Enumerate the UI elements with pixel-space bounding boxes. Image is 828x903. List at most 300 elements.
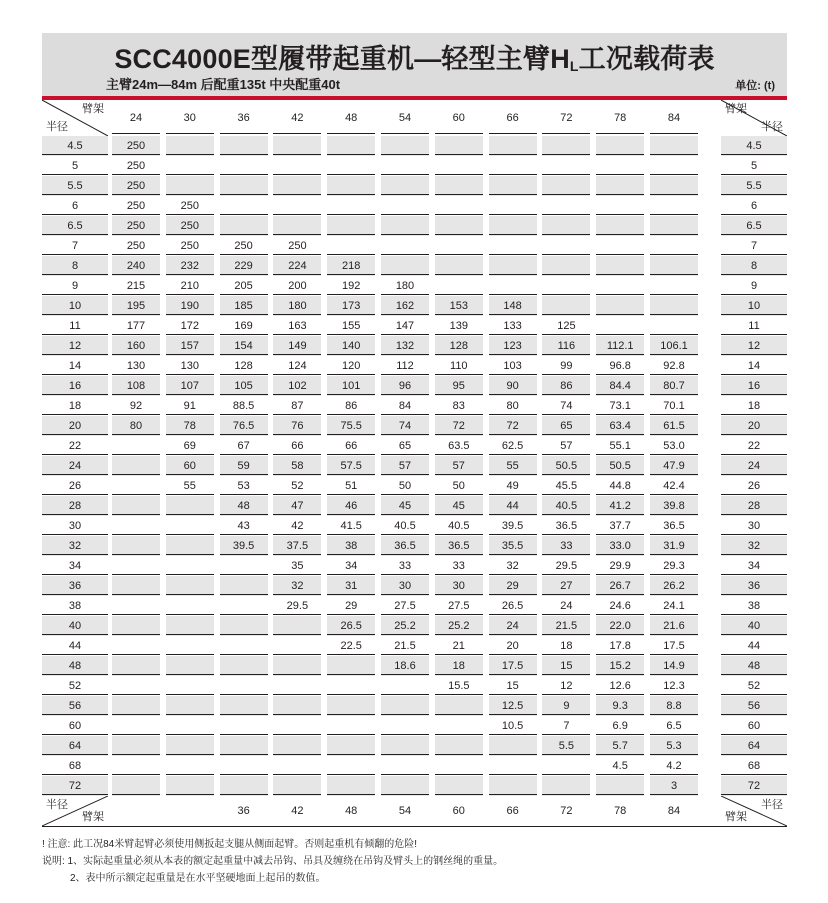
load-value-cell: 250 bbox=[112, 196, 160, 216]
load-value-cell: 25.2 bbox=[435, 616, 483, 636]
load-value-cell bbox=[166, 756, 214, 776]
load-value-cell: 229 bbox=[220, 256, 268, 276]
load-value-cell bbox=[542, 176, 590, 196]
radius-cell: 28 bbox=[721, 496, 787, 516]
load-value-cell: 33.0 bbox=[596, 536, 644, 556]
load-value-cell bbox=[273, 176, 321, 196]
load-value-cell bbox=[489, 196, 537, 216]
load-value-cell: 22.0 bbox=[596, 616, 644, 636]
load-value-cell: 27.5 bbox=[435, 596, 483, 616]
load-value-cell: 24.1 bbox=[650, 596, 698, 616]
load-value-cell bbox=[596, 296, 644, 316]
load-value-cell: 18 bbox=[542, 636, 590, 656]
load-value-cell bbox=[112, 676, 160, 696]
load-value-cell bbox=[650, 276, 698, 296]
load-value-cell: 95 bbox=[435, 376, 483, 396]
title-subscript: L bbox=[569, 58, 579, 74]
radius-cell: 34 bbox=[42, 556, 108, 576]
radius-cell: 8 bbox=[721, 256, 787, 276]
load-value-cell: 190 bbox=[166, 296, 214, 316]
load-value-cell: 224 bbox=[273, 256, 321, 276]
page-title bbox=[42, 37, 787, 76]
load-value-cell bbox=[327, 216, 375, 236]
radius-cell: 12 bbox=[721, 336, 787, 356]
boom-length-header: 78 bbox=[596, 100, 644, 136]
load-value-cell: 57 bbox=[381, 456, 429, 476]
load-value-cell bbox=[489, 276, 537, 296]
boom-length-footer: 36 bbox=[237, 805, 250, 817]
load-value-cell bbox=[327, 176, 375, 196]
corner-top-label: 半径 bbox=[46, 799, 68, 811]
radius-cell: 32 bbox=[42, 536, 108, 556]
load-value-cell: 65 bbox=[381, 436, 429, 456]
load-value-cell bbox=[381, 216, 429, 236]
load-chart-table bbox=[42, 100, 787, 827]
load-value-cell bbox=[166, 516, 214, 536]
boom-length-header: 54 bbox=[381, 100, 429, 136]
load-value-cell: 29.5 bbox=[542, 556, 590, 576]
load-value-cell: 106.1 bbox=[650, 336, 698, 356]
boom-length-footer: 78 bbox=[614, 805, 627, 817]
load-value-cell: 48 bbox=[220, 496, 268, 516]
load-value-cell bbox=[435, 736, 483, 756]
load-value-cell bbox=[273, 196, 321, 216]
load-value-cell bbox=[273, 616, 321, 636]
load-value-cell bbox=[273, 656, 321, 676]
load-value-cell bbox=[112, 476, 160, 496]
table-row bbox=[42, 316, 787, 336]
load-value-cell: 139 bbox=[435, 316, 483, 336]
load-value-cell: 250 bbox=[112, 216, 160, 236]
load-value-cell: 154 bbox=[220, 336, 268, 356]
load-value-cell: 15 bbox=[542, 656, 590, 676]
load-value-cell: 57 bbox=[542, 436, 590, 456]
boom-length-footer: 84 bbox=[667, 805, 681, 817]
load-value-cell: 40.5 bbox=[435, 516, 483, 536]
load-value-cell: 177 bbox=[112, 316, 160, 336]
table-row bbox=[42, 356, 787, 376]
load-value-cell bbox=[327, 776, 375, 796]
radius-cell: 10 bbox=[42, 296, 108, 316]
radius-cell: 52 bbox=[721, 676, 787, 696]
table-row bbox=[42, 576, 787, 596]
load-value-cell bbox=[650, 156, 698, 176]
radius-cell: 16 bbox=[721, 376, 787, 396]
load-value-cell: 112.1 bbox=[596, 336, 644, 356]
load-value-cell: 39.5 bbox=[220, 536, 268, 556]
load-value-cell: 31 bbox=[327, 576, 375, 596]
radius-cell: 26 bbox=[42, 476, 108, 496]
unit-label: 单位: (t) bbox=[735, 80, 775, 92]
load-value-cell bbox=[489, 736, 537, 756]
load-value-cell: 21.5 bbox=[542, 616, 590, 636]
load-value-cell: 7 bbox=[542, 716, 590, 736]
load-value-cell bbox=[650, 256, 698, 276]
load-value-cell: 120 bbox=[327, 356, 375, 376]
load-value-cell: 90 bbox=[489, 376, 537, 396]
radius-cell: 64 bbox=[721, 736, 787, 756]
load-value-cell: 210 bbox=[166, 276, 214, 296]
load-value-cell: 49 bbox=[489, 476, 537, 496]
load-value-cell bbox=[166, 616, 214, 636]
radius-cell: 72 bbox=[42, 776, 108, 796]
load-value-cell bbox=[166, 656, 214, 676]
radius-cell: 7 bbox=[721, 236, 787, 256]
load-value-cell: 163 bbox=[273, 316, 321, 336]
load-value-cell: 27.5 bbox=[381, 596, 429, 616]
radius-cell: 7 bbox=[42, 236, 108, 256]
corner-top-label: 臂架 bbox=[725, 103, 747, 115]
load-value-cell bbox=[273, 636, 321, 656]
radius-cell: 12 bbox=[42, 336, 108, 356]
load-value-cell bbox=[435, 136, 483, 156]
load-value-cell bbox=[327, 136, 375, 156]
load-value-cell: 75.5 bbox=[327, 416, 375, 436]
corner-bottom-label: 半径 bbox=[46, 121, 68, 133]
load-value-cell: 33 bbox=[435, 556, 483, 576]
load-value-cell: 250 bbox=[112, 176, 160, 196]
boom-length-header: 60 bbox=[435, 100, 483, 136]
table-row bbox=[42, 736, 787, 756]
title-banner bbox=[42, 33, 787, 96]
load-value-cell: 70.1 bbox=[650, 396, 698, 416]
radius-cell: 24 bbox=[721, 456, 787, 476]
load-value-cell bbox=[596, 256, 644, 276]
load-value-cell: 92.8 bbox=[650, 356, 698, 376]
load-value-cell bbox=[327, 736, 375, 756]
load-value-cell: 180 bbox=[273, 296, 321, 316]
load-value-cell: 32 bbox=[273, 576, 321, 596]
load-value-cell bbox=[273, 156, 321, 176]
note-2: 2、表中所示额定起重量是在水平坚硬地面上起吊的数值。 bbox=[70, 873, 326, 884]
load-value-cell: 37.5 bbox=[273, 536, 321, 556]
load-value-cell: 69 bbox=[166, 436, 214, 456]
load-value-cell bbox=[435, 276, 483, 296]
boom-length-footer: 72 bbox=[560, 805, 573, 817]
load-value-cell: 24 bbox=[489, 616, 537, 636]
load-value-cell bbox=[327, 656, 375, 676]
radius-cell: 18 bbox=[42, 396, 108, 416]
load-value-cell: 47.9 bbox=[650, 456, 698, 476]
load-value-cell bbox=[273, 676, 321, 696]
radius-cell: 22 bbox=[42, 436, 108, 456]
radius-cell: 72 bbox=[721, 776, 787, 796]
radius-cell: 6 bbox=[42, 196, 108, 216]
boom-length-header: 66 bbox=[489, 100, 537, 136]
radius-cell: 40 bbox=[42, 616, 108, 636]
load-value-cell bbox=[220, 556, 268, 576]
load-value-cell: 26.2 bbox=[650, 576, 698, 596]
load-value-cell: 29.3 bbox=[650, 556, 698, 576]
boom-length-header: 48 bbox=[327, 100, 375, 136]
boom-length-header: 42 bbox=[273, 100, 321, 136]
table-row bbox=[42, 496, 787, 516]
load-value-cell: 185 bbox=[220, 296, 268, 316]
load-value-cell: 35.5 bbox=[489, 536, 537, 556]
load-value-cell: 29.5 bbox=[273, 596, 321, 616]
radius-cell: 11 bbox=[721, 316, 787, 336]
table-row bbox=[42, 216, 787, 236]
load-value-cell: 30 bbox=[435, 576, 483, 596]
table-row bbox=[42, 556, 787, 576]
radius-cell: 36 bbox=[721, 576, 787, 596]
load-value-cell: 250 bbox=[220, 236, 268, 256]
load-value-cell bbox=[650, 176, 698, 196]
corner-top-label: 臂架 bbox=[82, 103, 104, 115]
title-end: 工况载荷表 bbox=[578, 44, 715, 74]
load-value-cell bbox=[220, 636, 268, 656]
load-value-cell bbox=[220, 676, 268, 696]
table-row bbox=[42, 156, 787, 176]
radius-cell: 30 bbox=[42, 516, 108, 536]
load-value-cell bbox=[112, 636, 160, 656]
load-value-cell bbox=[220, 656, 268, 676]
subtitle: 主臂24m—84m 后配重135t 中央配重40t bbox=[106, 77, 341, 92]
radius-cell: 24 bbox=[42, 456, 108, 476]
load-value-cell: 24 bbox=[542, 596, 590, 616]
corner-header bbox=[721, 796, 787, 826]
load-value-cell: 80 bbox=[112, 416, 160, 436]
load-value-cell: 9 bbox=[542, 696, 590, 716]
load-value-cell bbox=[220, 756, 268, 776]
load-value-cell bbox=[112, 596, 160, 616]
table-row bbox=[42, 696, 787, 716]
load-value-cell: 8.8 bbox=[650, 696, 698, 716]
load-value-cell bbox=[327, 236, 375, 256]
load-value-cell: 37.7 bbox=[596, 516, 644, 536]
table-row bbox=[42, 176, 787, 196]
load-value-cell: 205 bbox=[220, 276, 268, 296]
load-value-cell: 105 bbox=[220, 376, 268, 396]
radius-cell: 5.5 bbox=[42, 176, 108, 196]
radius-cell: 68 bbox=[42, 756, 108, 776]
load-value-cell: 14.9 bbox=[650, 656, 698, 676]
load-value-cell: 50.5 bbox=[542, 456, 590, 476]
load-value-cell: 195 bbox=[112, 296, 160, 316]
load-value-cell: 123 bbox=[489, 336, 537, 356]
table-footer-row bbox=[42, 796, 787, 826]
load-value-cell: 36.5 bbox=[381, 536, 429, 556]
load-value-cell bbox=[327, 696, 375, 716]
load-value-cell: 155 bbox=[327, 316, 375, 336]
boom-length-header: 36 bbox=[220, 100, 268, 136]
radius-cell: 11 bbox=[42, 316, 108, 336]
load-value-cell: 22.5 bbox=[327, 636, 375, 656]
load-value-cell: 39.8 bbox=[650, 496, 698, 516]
table-row bbox=[42, 636, 787, 656]
load-value-cell bbox=[327, 156, 375, 176]
load-value-cell: 250 bbox=[273, 236, 321, 256]
radius-cell: 4.5 bbox=[721, 136, 787, 156]
load-value-cell bbox=[166, 736, 214, 756]
load-value-cell bbox=[273, 716, 321, 736]
load-value-cell bbox=[381, 776, 429, 796]
load-value-cell bbox=[166, 556, 214, 576]
radius-cell: 5 bbox=[42, 156, 108, 176]
load-value-cell: 18 bbox=[435, 656, 483, 676]
load-value-cell bbox=[596, 236, 644, 256]
load-value-cell: 5.5 bbox=[542, 736, 590, 756]
load-value-cell bbox=[596, 196, 644, 216]
load-value-cell bbox=[489, 176, 537, 196]
load-value-cell: 30 bbox=[381, 576, 429, 596]
load-value-cell: 12 bbox=[542, 676, 590, 696]
load-value-cell: 34 bbox=[327, 556, 375, 576]
load-value-cell: 45 bbox=[381, 496, 429, 516]
load-value-cell bbox=[542, 156, 590, 176]
load-value-cell bbox=[435, 236, 483, 256]
load-value-cell: 192 bbox=[327, 276, 375, 296]
load-value-cell bbox=[220, 596, 268, 616]
load-value-cell bbox=[381, 236, 429, 256]
radius-cell: 30 bbox=[721, 516, 787, 536]
load-value-cell: 103 bbox=[489, 356, 537, 376]
load-value-cell: 112 bbox=[381, 356, 429, 376]
load-value-cell: 26.5 bbox=[489, 596, 537, 616]
load-value-cell: 42 bbox=[273, 516, 321, 536]
boom-length-header: 24 bbox=[112, 100, 160, 136]
table-row bbox=[42, 136, 787, 156]
load-value-cell bbox=[596, 276, 644, 296]
load-value-cell: 60 bbox=[166, 456, 214, 476]
load-value-cell bbox=[166, 636, 214, 656]
load-value-cell bbox=[112, 536, 160, 556]
load-value-cell bbox=[489, 236, 537, 256]
load-value-cell: 26.5 bbox=[327, 616, 375, 636]
load-value-cell bbox=[220, 716, 268, 736]
load-value-cell bbox=[166, 156, 214, 176]
load-value-cell: 38 bbox=[327, 536, 375, 556]
load-value-cell: 44.8 bbox=[596, 476, 644, 496]
load-value-cell bbox=[112, 756, 160, 776]
load-value-cell bbox=[273, 696, 321, 716]
radius-cell: 68 bbox=[721, 756, 787, 776]
load-value-cell: 40.5 bbox=[381, 516, 429, 536]
corner-header bbox=[42, 100, 108, 136]
load-value-cell: 87 bbox=[273, 396, 321, 416]
radius-cell: 6.5 bbox=[42, 216, 108, 236]
load-value-cell: 51 bbox=[327, 476, 375, 496]
title-main: SCC4000E型履带起重机—轻型主臂H bbox=[114, 44, 570, 74]
load-value-cell bbox=[542, 196, 590, 216]
load-value-cell bbox=[166, 536, 214, 556]
load-value-cell bbox=[542, 776, 590, 796]
load-value-cell: 12.6 bbox=[596, 676, 644, 696]
table-row bbox=[42, 336, 787, 356]
load-value-cell bbox=[542, 256, 590, 276]
load-value-cell: 21.5 bbox=[381, 636, 429, 656]
load-value-cell bbox=[542, 296, 590, 316]
load-value-cell bbox=[112, 436, 160, 456]
radius-cell: 9 bbox=[721, 276, 787, 296]
table-row bbox=[42, 296, 787, 316]
radius-cell: 64 bbox=[42, 736, 108, 756]
load-value-cell bbox=[112, 576, 160, 596]
load-value-cell: 31.9 bbox=[650, 536, 698, 556]
table-row bbox=[42, 676, 787, 696]
load-value-cell: 250 bbox=[166, 236, 214, 256]
load-value-cell: 42.4 bbox=[650, 476, 698, 496]
load-value-cell bbox=[596, 156, 644, 176]
load-value-cell: 250 bbox=[166, 196, 214, 216]
load-value-cell: 33 bbox=[542, 536, 590, 556]
load-value-cell bbox=[596, 176, 644, 196]
load-value-cell: 15 bbox=[489, 676, 537, 696]
load-value-cell: 33 bbox=[381, 556, 429, 576]
load-value-cell: 84.4 bbox=[596, 376, 644, 396]
load-value-cell bbox=[166, 496, 214, 516]
load-value-cell: 55 bbox=[166, 476, 214, 496]
load-value-cell bbox=[112, 556, 160, 576]
load-value-cell: 125 bbox=[542, 316, 590, 336]
load-value-cell: 66 bbox=[273, 436, 321, 456]
load-value-cell bbox=[220, 736, 268, 756]
load-value-cell bbox=[542, 236, 590, 256]
load-value-cell: 148 bbox=[489, 296, 537, 316]
load-value-cell bbox=[112, 716, 160, 736]
load-value-cell: 169 bbox=[220, 316, 268, 336]
radius-cell: 56 bbox=[721, 696, 787, 716]
boom-length-footer bbox=[112, 796, 160, 826]
load-value-cell bbox=[220, 196, 268, 216]
load-value-cell bbox=[542, 276, 590, 296]
load-value-cell: 250 bbox=[166, 216, 214, 236]
table-row bbox=[42, 616, 787, 636]
radius-cell: 40 bbox=[721, 616, 787, 636]
load-value-cell: 157 bbox=[166, 336, 214, 356]
boom-length-header: 84 bbox=[650, 100, 698, 136]
load-value-cell bbox=[596, 776, 644, 796]
load-value-cell: 83 bbox=[435, 396, 483, 416]
radius-cell: 20 bbox=[42, 416, 108, 436]
load-value-cell bbox=[381, 136, 429, 156]
radius-cell: 34 bbox=[721, 556, 787, 576]
load-value-cell: 74 bbox=[542, 396, 590, 416]
load-value-cell: 55 bbox=[489, 456, 537, 476]
radius-cell: 48 bbox=[721, 656, 787, 676]
load-value-cell bbox=[220, 176, 268, 196]
load-value-cell: 80.7 bbox=[650, 376, 698, 396]
load-value-cell: 36.5 bbox=[435, 536, 483, 556]
load-value-cell: 67 bbox=[220, 436, 268, 456]
load-value-cell: 78 bbox=[166, 416, 214, 436]
boom-length-footer: 48 bbox=[345, 805, 358, 817]
radius-cell: 28 bbox=[42, 496, 108, 516]
load-value-cell: 18.6 bbox=[381, 656, 429, 676]
load-value-cell: 110 bbox=[435, 356, 483, 376]
load-value-cell bbox=[220, 576, 268, 596]
load-value-cell: 6.9 bbox=[596, 716, 644, 736]
load-value-cell: 58 bbox=[273, 456, 321, 476]
table-row bbox=[42, 416, 787, 436]
load-value-cell bbox=[112, 776, 160, 796]
load-value-cell bbox=[381, 156, 429, 176]
load-value-cell: 21.6 bbox=[650, 616, 698, 636]
radius-cell: 52 bbox=[42, 676, 108, 696]
table-row bbox=[42, 436, 787, 456]
radius-cell: 32 bbox=[721, 536, 787, 556]
load-value-cell bbox=[435, 176, 483, 196]
load-value-cell: 26.7 bbox=[596, 576, 644, 596]
load-value-cell: 86 bbox=[542, 376, 590, 396]
radius-cell: 44 bbox=[721, 636, 787, 656]
load-value-cell: 44 bbox=[489, 496, 537, 516]
radius-cell: 56 bbox=[42, 696, 108, 716]
load-value-cell: 130 bbox=[112, 356, 160, 376]
load-value-cell: 36.5 bbox=[542, 516, 590, 536]
load-value-cell: 50 bbox=[435, 476, 483, 496]
note-1: 说明: 1、实际起重量必须从本表的额定起重量中减去吊钩、吊具及缠绕在吊钩及臂头上的钢丝绳的重量。 bbox=[42, 856, 504, 867]
